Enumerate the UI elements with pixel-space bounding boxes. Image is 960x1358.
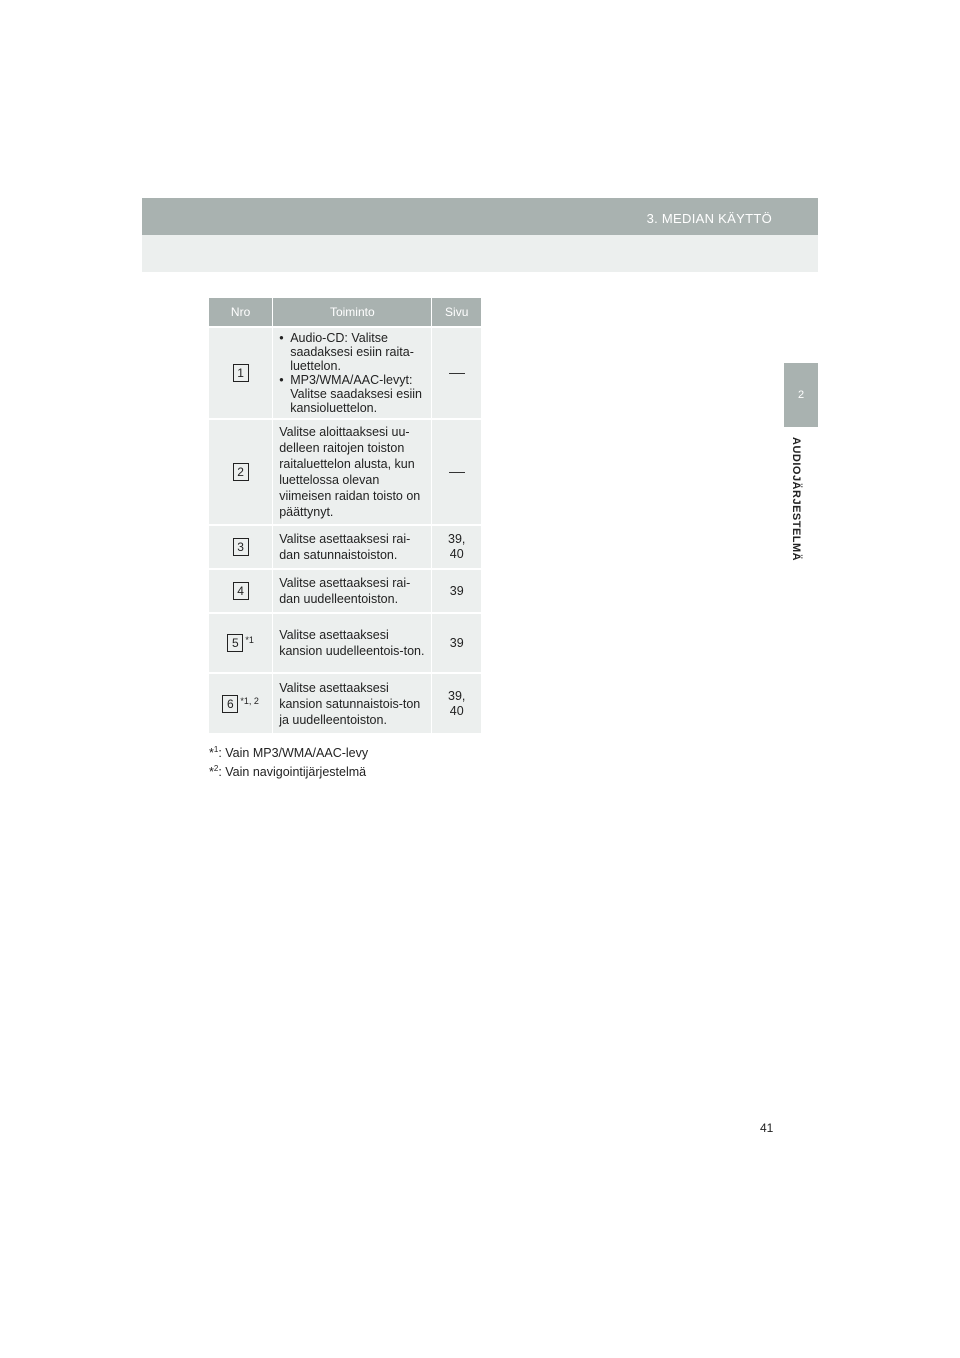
page-reference: 39 bbox=[432, 569, 481, 613]
table-row bbox=[209, 327, 481, 419]
chapter-tab bbox=[784, 363, 818, 427]
table-row bbox=[209, 525, 481, 569]
function-text: Valitse asettaaksesi rai-dan satunnaistoiston. bbox=[273, 525, 432, 569]
dash-mark bbox=[449, 472, 465, 473]
column-header-sivu: Sivu bbox=[432, 298, 481, 327]
page-reference: 39, 40 bbox=[432, 673, 481, 733]
table-row bbox=[209, 419, 481, 525]
header-subband bbox=[142, 235, 818, 272]
page-number: 41 bbox=[760, 1121, 774, 1135]
footnote: *$^1$: Vain MP3/WMA/AAC-levy bbox=[209, 745, 369, 761]
chapter-label: AUDIOJÄRJESTELMÄ bbox=[790, 437, 802, 562]
function-table bbox=[209, 298, 481, 733]
function-bullet: • Audio-CD: Valitse saadaksesi esiin raita-luettelon. bbox=[279, 331, 425, 373]
section-title: 3. MEDIAN KÄYTTÖ bbox=[646, 211, 772, 226]
function-bullets bbox=[279, 331, 425, 415]
function-text: Valitse asettaaksesi kansion satunnaistois-ton ja uudelleentoiston. bbox=[273, 673, 432, 733]
column-header-nro: Nro bbox=[209, 298, 273, 327]
footnote-ref: *1, 2 bbox=[240, 695, 259, 706]
function-text: Valitse aloittaaksesi uu-delleen raitojen toiston raitaluettelon alusta, kun luettelossa olevan viimeisen raidan toisto on päättynyt. bbox=[273, 419, 432, 525]
number-badge: 5 bbox=[227, 634, 243, 652]
function-text: Valitse asettaaksesi rai-dan uudelleentoiston. bbox=[273, 569, 432, 613]
footnotes bbox=[209, 742, 368, 780]
number-badge: 3 bbox=[233, 538, 249, 556]
footnote-ref: *1 bbox=[245, 635, 254, 645]
chapter-number: 2 bbox=[797, 389, 805, 401]
footnote: *$^2$: Vain navigointijärjestelmä bbox=[209, 764, 367, 780]
table-row bbox=[209, 613, 481, 673]
function-text: Valitse asettaaksesi kansion uudelleentois-ton. bbox=[273, 613, 432, 673]
page-reference: 39 bbox=[432, 613, 481, 673]
dash-mark bbox=[449, 373, 465, 374]
column-header-toiminto: Toiminto bbox=[273, 298, 432, 327]
page-reference: 39, 40 bbox=[432, 525, 481, 569]
number-badge: 6 bbox=[222, 695, 238, 713]
number-badge: 1 bbox=[233, 364, 249, 382]
number-badge: 4 bbox=[233, 582, 249, 600]
function-bullet: • MP3/WMA/AAC-levyt: Valitse saadaksesi esiin kansioluettelon. bbox=[279, 373, 425, 415]
number-badge: 2 bbox=[233, 463, 249, 481]
table-header-row bbox=[209, 298, 481, 327]
table-row bbox=[209, 673, 481, 733]
header-band bbox=[142, 198, 818, 235]
table-row bbox=[209, 569, 481, 613]
